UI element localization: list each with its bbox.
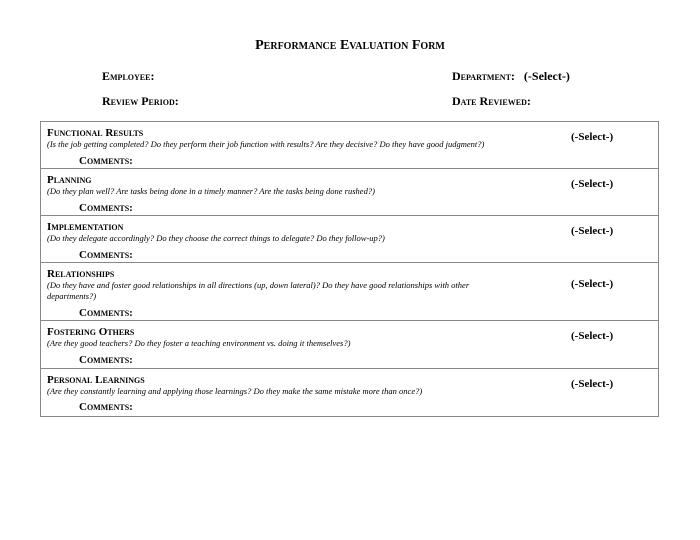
section-title: Implementation [47,221,124,233]
section-fostering-others [41,321,658,369]
rating-select[interactable]: (-Select-) [571,131,614,143]
comments-field[interactable]: Comments: [79,354,133,366]
employee-field[interactable] [102,69,154,84]
department-label: Department: [452,69,515,83]
section-personal-learnings [41,369,658,416]
section-question: (Are they good teachers? Do they foster a teaching environment vs. doing it themselves?) [47,338,351,348]
section-functional-results [41,122,658,169]
employee-label: Employee: [102,69,155,83]
rating-select[interactable]: (-Select-) [571,278,614,290]
comments-field[interactable]: Comments: [79,307,133,319]
evaluation-table [40,121,659,417]
section-title: Personal Learnings [47,374,145,386]
department-field [452,69,570,84]
rating-select[interactable]: (-Select-) [571,378,614,390]
section-title: Planning [47,174,92,186]
date-reviewed-label: Date Reviewed: [452,94,531,108]
comments-field[interactable]: Comments: [79,202,133,214]
review-period-label: Review Period: [102,94,179,108]
rating-select[interactable]: (-Select-) [571,330,614,342]
rating-select[interactable]: (-Select-) [571,178,614,190]
section-relationships [41,263,658,321]
comments-field[interactable]: Comments: [79,249,133,261]
comments-field[interactable]: Comments: [79,155,133,167]
section-question: (Do they delegate accordingly? Do they choose the correct things to delegate? Do they follow-up?) [47,233,385,243]
review-period-field[interactable] [102,94,179,109]
section-question: (Do they have and foster good relationships in all directions (up, down lateral)? Do they have good relationships with other departments?) [47,280,470,301]
section-implementation [41,216,658,263]
section-question: (Do they plan well? Are tasks being done in a timely manner? Are the tasks being done rushed?) [47,186,375,196]
rating-select[interactable]: (-Select-) [571,225,614,237]
section-planning [41,169,658,216]
section-title: Fostering Others [47,326,135,338]
date-reviewed-field[interactable] [452,94,531,109]
section-title: Relationships [47,268,115,280]
section-question: (Is the job getting completed? Do they perform their job function with results? Are they decisive? Do they have good judgment?) [47,139,485,149]
comments-field[interactable]: Comments: [79,401,133,413]
department-select[interactable]: (-Select-) [523,69,570,83]
section-title: Functional Results [47,127,144,139]
form-title: Performance Evaluation Form [255,38,445,53]
section-question: (Are they constantly learning and applying those learnings? Do they make the same mistake more than once?) [47,386,423,396]
